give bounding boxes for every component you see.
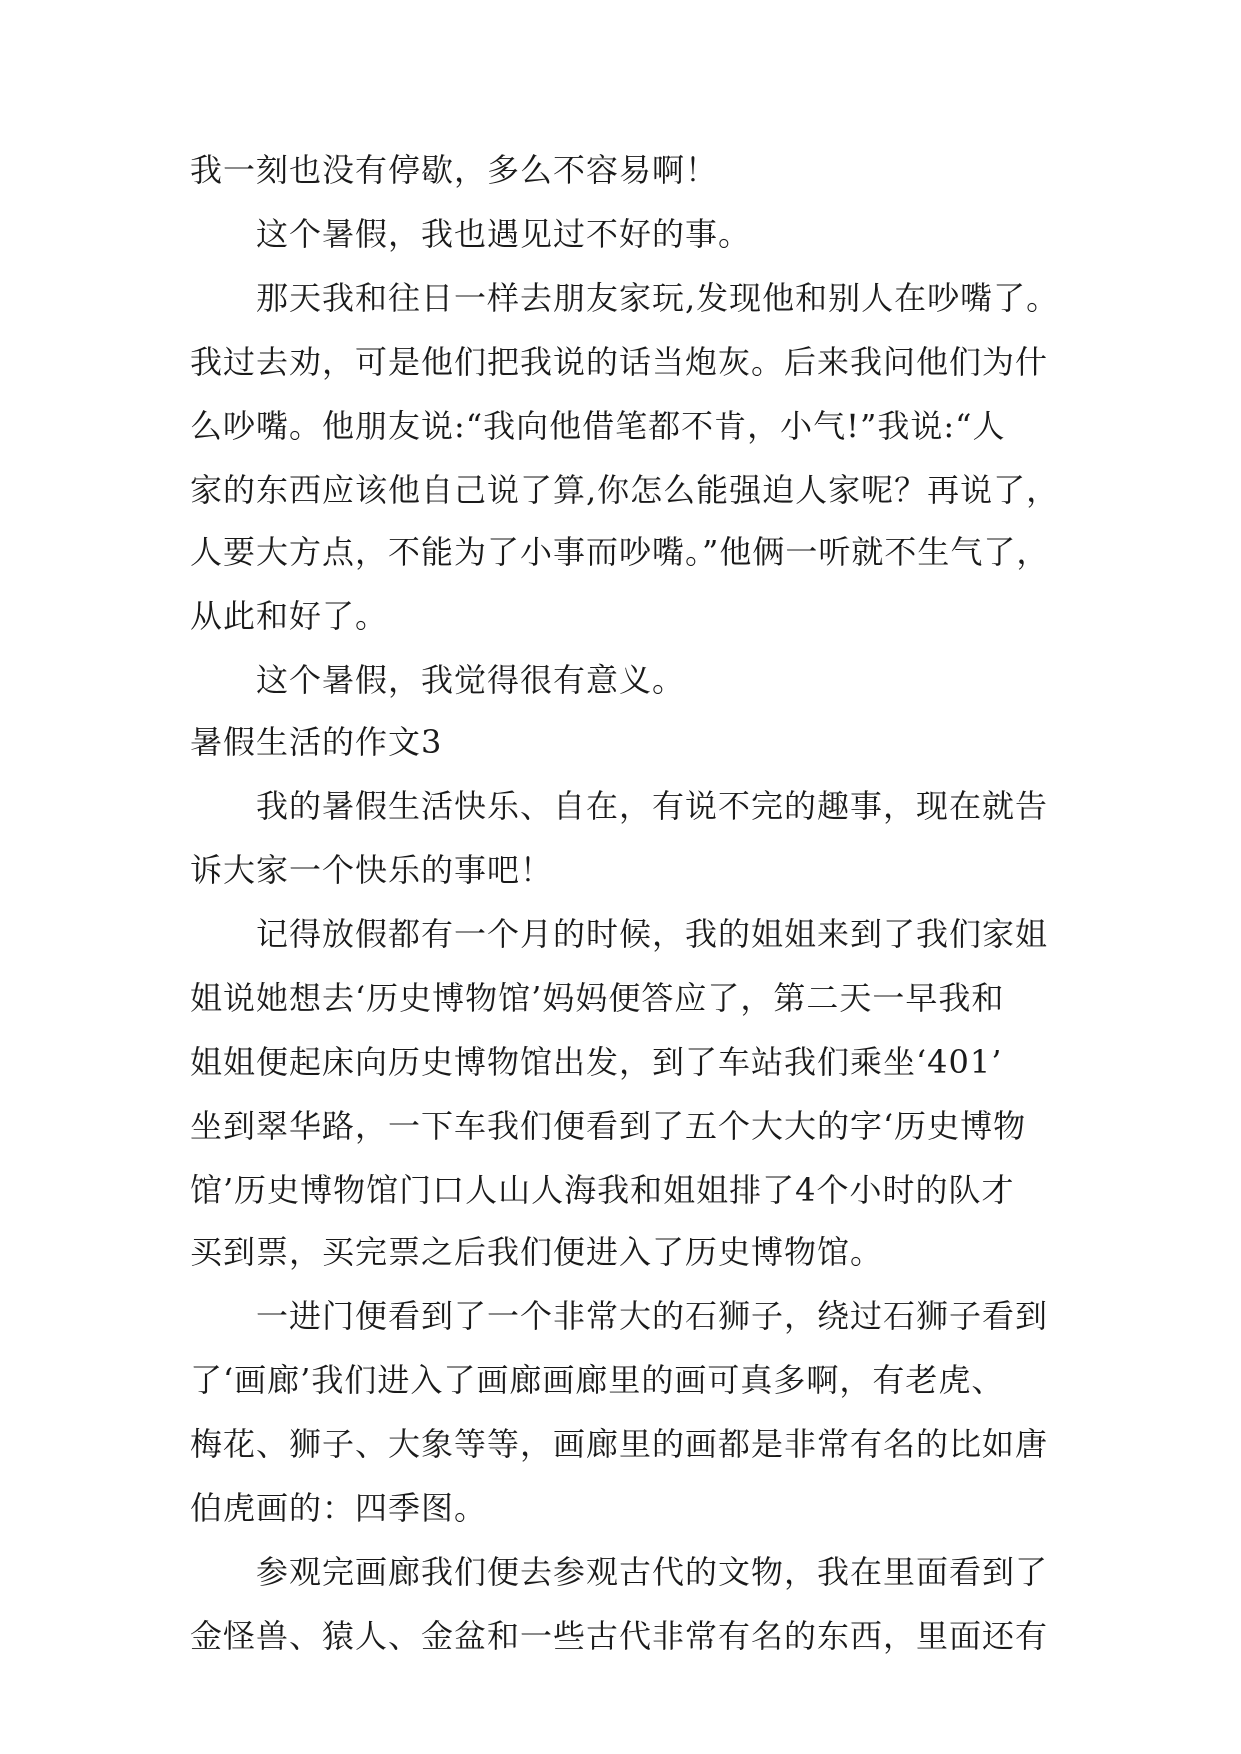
- text-line: 诉大家一个快乐的事吧！: [190, 851, 554, 889]
- paragraph-start: 我的暑假生活快乐、自在，有说不完的趣事，现在就告: [256, 787, 1049, 825]
- text-line: 梅花、狮子、大象等等，画廊里的画都是非常有名的比如唐: [190, 1425, 1049, 1463]
- text-line: 姐姐便起床向历史博物馆出发，到了车站我们乘坐‘401’: [190, 1043, 1003, 1081]
- paragraph-start: 记得放假都有一个月的时候，我的姐姐来到了我们家姐: [256, 915, 1049, 953]
- text-line: 我过去劝，可是他们把我说的话当炮灰。后来我问他们为什: [190, 343, 1049, 381]
- text-line: 我一刻也没有停歇，多么不容易啊！: [190, 151, 719, 189]
- paragraph-start: 这个暑假，我也遇见过不好的事。: [256, 215, 752, 253]
- text-line: 馆’历史博物馆门口人山人海我和姐姐排了4个小时的队才: [190, 1171, 1015, 1209]
- text-line: 坐到翠华路，一下车我们便看到了五个大大的字‘历史博物: [190, 1107, 1027, 1145]
- text-line: 从此和好了。: [190, 597, 389, 635]
- text-line: 了‘画廊’我们进入了画廊画廊里的画可真多啊，有老虎、: [190, 1361, 1005, 1399]
- paragraph-start: 这个暑假，我觉得很有意义。: [256, 661, 686, 699]
- text-line: 姐说她想去‘历史博物馆’妈妈便答应了，第二天一早我和: [190, 979, 1005, 1017]
- text-line: 金怪兽、猿人、金盆和一些古代非常有名的东西，里面还有: [190, 1617, 1049, 1655]
- text-line: 买到票，买完票之后我们便进入了历史博物馆。: [190, 1233, 884, 1271]
- paragraph-start: 那天我和往日一样去朋友家玩,发现他和别人在吵嘴了。: [256, 279, 1060, 317]
- paragraph-start: 参观完画廊我们便去参观古代的文物，我在里面看到了: [256, 1553, 1049, 1591]
- paragraph-start: 一进门便看到了一个非常大的石狮子，绕过石狮子看到: [256, 1297, 1049, 1335]
- text-line: 人要大方点，不能为了小事而吵嘴。”他俩一听就不生气了，: [190, 533, 1050, 571]
- text-line: 家的东西应该他自己说了算,你怎么能强迫人家呢？再说了，: [190, 471, 1060, 509]
- text-line: 么吵嘴。他朋友说:“我向他借笔都不肯，小气!”我说:“人: [190, 407, 1006, 445]
- section-heading: 暑假生活的作文3: [190, 723, 443, 761]
- text-line: 伯虎画的：四季图。: [190, 1489, 488, 1527]
